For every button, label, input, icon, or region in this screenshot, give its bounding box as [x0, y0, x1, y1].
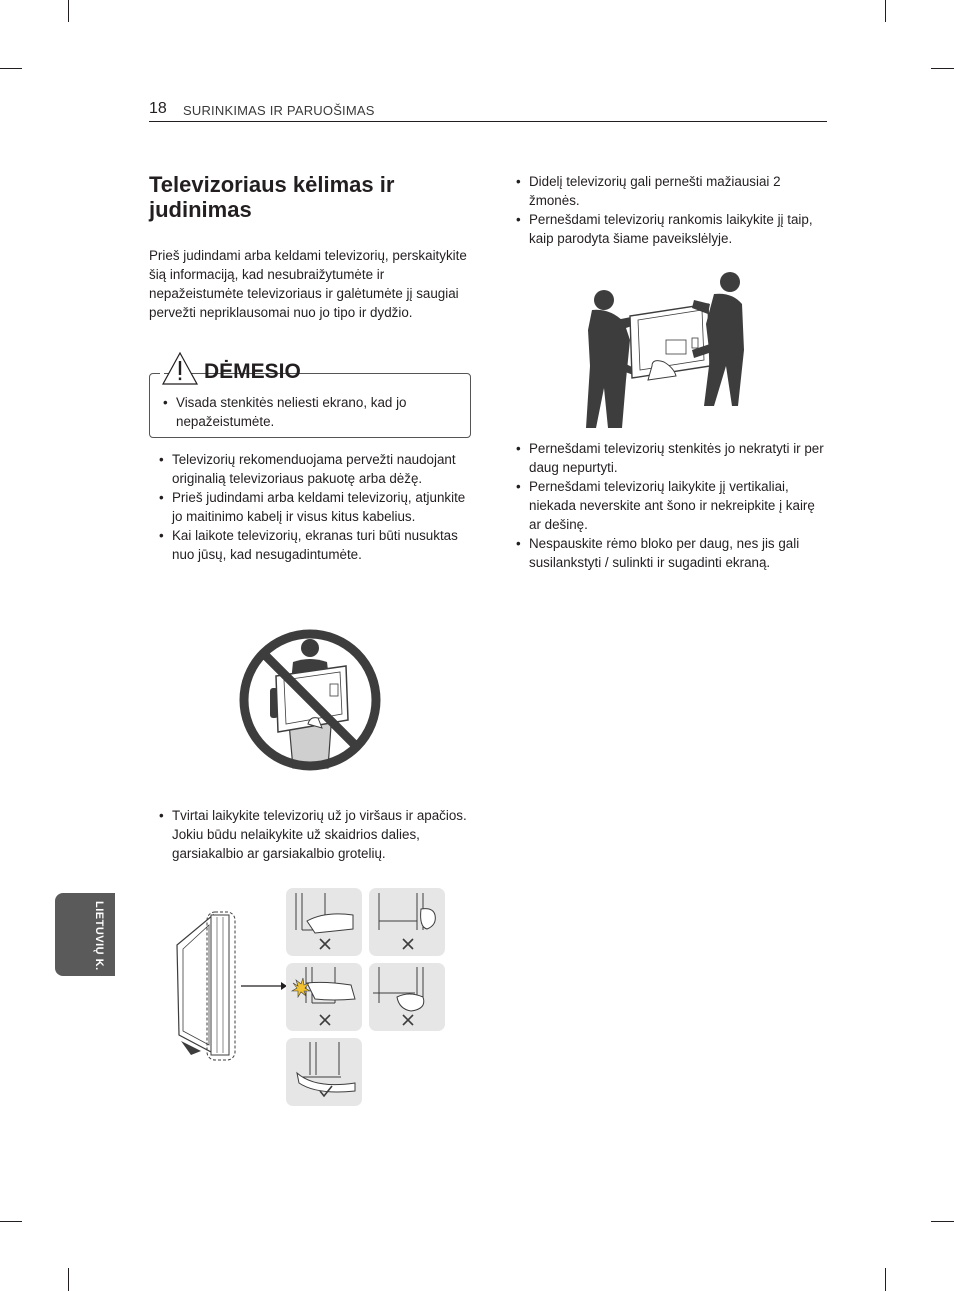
list-item: • Televizorių rekomenduojama pervežti naudojant originalią televizoriaus pakuotę arba dėžę. — [158, 450, 476, 488]
list-item: • Prieš judindami arba keldami televizorių, atjunkite jo maitinimo kabelį ir visus kitus kabelius. — [158, 488, 476, 526]
people-bullets — [515, 172, 820, 248]
warning-triangle-icon — [162, 352, 198, 386]
caution-item: • Visada stenkitės neliesti ekrano, kad jo nepažeistumėte. — [162, 393, 452, 431]
crop-mark — [0, 1221, 22, 1222]
grip-illustration — [165, 885, 465, 1110]
two-person-carry-illustration — [586, 270, 746, 430]
list-item: • Pernešdami televizorių rankomis laikykite jį taip, kaip parodyta šiame paveikslėlyje. — [515, 210, 820, 248]
caution-list — [162, 393, 452, 431]
list-item: • Nespauskite rėmo bloko per daug, nes jis gali susilankstyti / sulinkti ir sugadinti ekraną. — [515, 534, 825, 572]
list-item: • Pernešdami televizorių laikykite jį vertikaliai, niekada neverskite ant šono ir nekreipkite į kairę ar dešinę. — [515, 477, 825, 534]
handling-bullets — [515, 439, 825, 572]
crop-mark — [885, 0, 886, 22]
section-title: SURINKIMAS IR PARUOŠIMAS — [183, 103, 375, 118]
language-tab — [55, 893, 115, 976]
caution-heading: DĖMESIO — [204, 360, 301, 383]
list-item: • Didelį televizorių gali pernešti mažiausiai 2 žmonės. — [515, 172, 820, 210]
prohibited-carry-illustration — [238, 628, 382, 772]
grip-panel-wrong — [286, 888, 362, 956]
grip-panel-wrong — [369, 888, 445, 956]
crop-mark — [68, 1268, 69, 1291]
list-item: • Kai laikote televizorių, ekranas turi būti nusuktas nuo jūsų, kad nesugadintumėte. — [158, 526, 476, 564]
language-tab-label: LIETUVIŲ K. — [93, 901, 105, 971]
crop-mark — [931, 68, 954, 69]
grip-panel-correct — [286, 1038, 362, 1106]
caution-header — [160, 352, 301, 388]
page-number: 18 — [149, 100, 167, 117]
person-left — [586, 290, 638, 428]
crop-mark — [885, 1268, 886, 1291]
crop-mark — [68, 0, 69, 22]
header-rule — [149, 121, 827, 122]
list-item: • Tvirtai laikykite televizorių už jo viršaus ir apačios. Jokiu būdu nelaikykite už skaidrios dalies, garsiakalbio ar garsiakalbio grotelių. — [158, 806, 476, 863]
grip-panel-wrong — [369, 963, 445, 1031]
tv-panel — [630, 304, 710, 380]
intro-paragraph: Prieš judindami arba keldami televizorių, perskaitykite šią informaciją, kad nesubraižytumėte ir nepažeistumėte televizoriaus ir galėtumėte jį saugiai pervežti nepriklausomai nuo jo tipo ir dydžio. — [149, 248, 467, 320]
grip-bullets — [158, 806, 476, 863]
page-title: Televizoriaus kėlimas ir judinimas — [149, 172, 395, 222]
transport-bullets — [158, 450, 476, 564]
crop-mark — [0, 68, 22, 69]
tv-side-view — [177, 912, 287, 1060]
crop-mark — [931, 1221, 954, 1222]
grip-panel-wrong — [286, 963, 362, 1031]
list-item: • Pernešdami televizorių stenkitės jo nekratyti ir per daug nepurtyti. — [515, 439, 825, 477]
